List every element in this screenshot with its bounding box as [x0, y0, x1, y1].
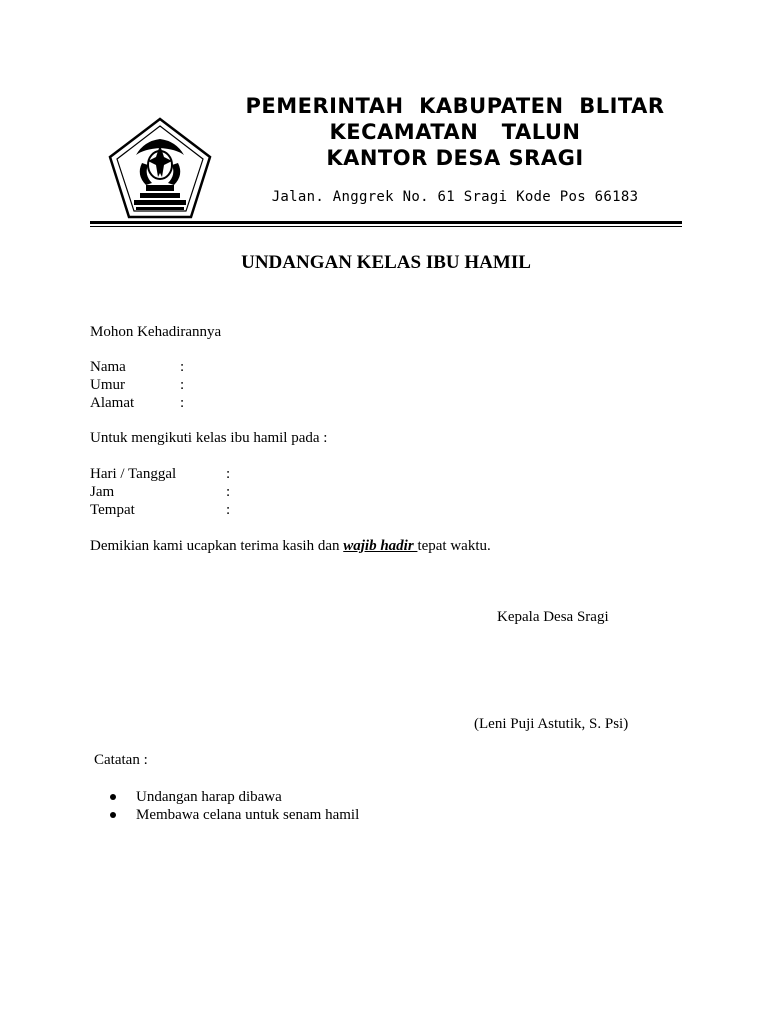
field-label-jam: Jam	[90, 484, 115, 500]
field-separator: :	[180, 359, 185, 375]
field-label-umur: Umur	[90, 377, 125, 393]
field-separator: :	[180, 395, 185, 411]
letterhead-divider	[90, 221, 682, 224]
signature-name: (Leni Puji Astutik, S. Psi)	[474, 716, 629, 732]
blitar-regency-emblem-icon	[106, 115, 214, 221]
note-text: Undangan harap dibawa	[136, 789, 282, 805]
field-separator: :	[226, 466, 231, 482]
greeting: Mohon Kehadirannya	[90, 324, 222, 340]
field-separator: :	[226, 484, 231, 500]
letterhead-government: PEMERINTAH KABUPATEN BLITAR	[245, 94, 665, 118]
purpose-text: Untuk mengikuti kelas ibu hamil pada :	[90, 430, 328, 446]
closing-emphasis: wajib hadir	[343, 538, 418, 554]
notes-list	[100, 788, 359, 824]
letterhead-address: Jalan. Anggrek No. 61 Sragi Kode Pos 66183	[271, 189, 639, 205]
field-label-hari-tanggal: Hari / Tanggal	[90, 466, 177, 482]
field-separator: :	[180, 377, 185, 393]
field-label-tempat: Tempat	[90, 502, 135, 518]
list-item	[100, 788, 359, 806]
closing-paragraph	[90, 537, 491, 555]
letterhead-divider-thin	[90, 226, 682, 227]
list-item	[100, 806, 359, 824]
bullet-icon	[110, 812, 116, 818]
field-label-nama: Nama	[90, 359, 126, 375]
letterhead-office: KANTOR DESA SRAGI	[326, 146, 584, 170]
field-label-alamat: Alamat	[90, 395, 135, 411]
closing-text-end: tepat waktu.	[417, 538, 491, 554]
signature-position: Kepala Desa Sragi	[497, 609, 609, 625]
field-separator: :	[226, 502, 231, 518]
closing-text: Demikian kami ucapkan terima kasih dan	[90, 538, 344, 554]
document-title: UNDANGAN KELAS IBU HAMIL	[241, 252, 531, 273]
bullet-icon	[110, 794, 116, 800]
notes-heading: Catatan :	[94, 752, 148, 768]
note-text: Membawa celana untuk senam hamil	[136, 807, 360, 823]
letterhead-district: KECAMATAN TALUN	[329, 120, 581, 144]
